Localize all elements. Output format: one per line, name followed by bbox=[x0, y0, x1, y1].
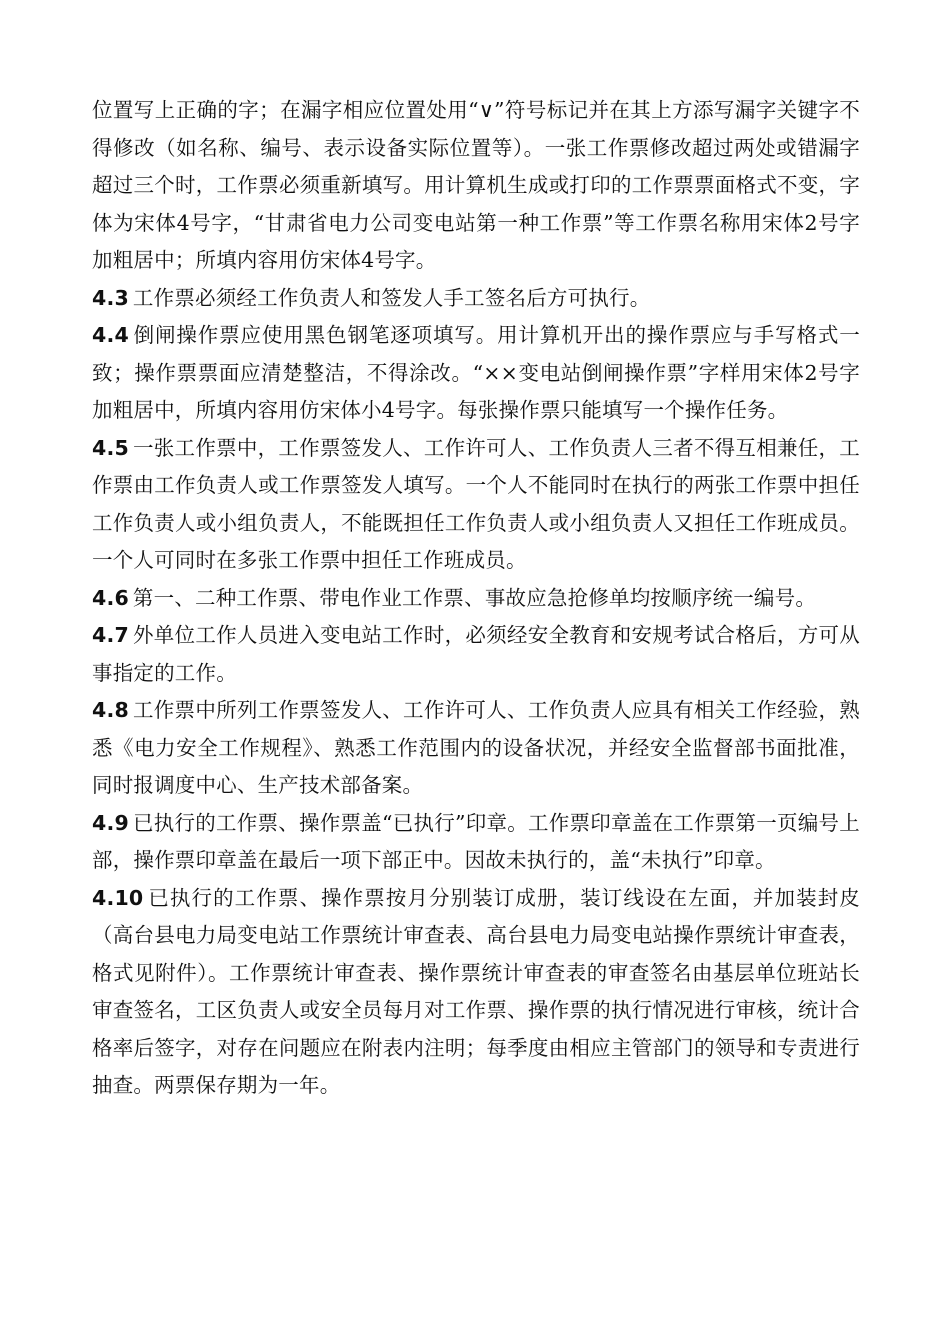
paragraph-text: 已执行的工作票、操作票盖“已执行”印章。工作票印章盖在工作票第一页编号上部，操作票印章盖在最后一项下部正中。因故未执行的，盖“未执行”印章。 bbox=[92, 810, 860, 872]
paragraph-text: 已执行的工作票、操作票按月分别装订成册，装订线设在左面，并加装封皮（高台县电力局变电站工作票统计审查表、高台县电力局变电站操作票统计审查表，格式见附件）。工作票统计审查表、操作票统计审查表的审查签名由基层单位班站长审查签名，工区负责人或安全员每月对工作票、操作票的执行情况进行审核，统计合格率后签字，对存在问题应在附表内注明；每季度由相应主管部门的领导和专责进行抽查。两票保存期为一年。 bbox=[92, 885, 860, 1097]
paragraph-4-10 bbox=[92, 880, 860, 1105]
paragraph-4-8 bbox=[92, 692, 860, 805]
paragraph-text: 工作票中所列工作票签发人、工作许可人、工作负责人应具有相关工作经验，熟悉《电力安全工作规程》、熟悉工作范围内的设备状况，并经安全监督部书面批准，同时报调度中心、生产技术部备案。 bbox=[92, 698, 860, 797]
paragraph-text: 外单位工作人员进入变电站工作时，必须经安全教育和安规考试合格后，方可从事指定的工作。 bbox=[92, 623, 860, 685]
paragraph-continuation bbox=[92, 92, 860, 280]
paragraph-4-6 bbox=[92, 580, 860, 618]
paragraph-4-9 bbox=[92, 805, 860, 880]
paragraph-4-7 bbox=[92, 617, 860, 692]
section-number: 4.5 bbox=[92, 435, 129, 460]
paragraph-4-3 bbox=[92, 280, 860, 318]
paragraph-text: 第一、二种工作票、带电作业工作票、事故应急抢修单均按顺序统一编号。 bbox=[132, 585, 817, 610]
paragraph-text: 位置写上正确的字；在漏字相应位置处用“∨”符号标记并在其上方添写漏字关键字不得修改（如名称、编号、表示设备实际位置等）。一张工作票修改超过两处或错漏字超过三个时，工作票必须重新填写。用计算机生成或打印的工作票票面格式不变，字体为宋体4号字，“甘肃省电力公司变电站第一种工作票”等工作票名称用宋体2号字加粗居中；所填内容用仿宋体4号字。 bbox=[92, 98, 860, 272]
paragraph-4-5 bbox=[92, 430, 860, 580]
section-number: 4.3 bbox=[92, 285, 129, 310]
section-number: 4.10 bbox=[92, 885, 144, 910]
section-number: 4.8 bbox=[92, 698, 129, 722]
section-number: 4.4 bbox=[92, 323, 129, 347]
paragraph-text: 工作票必须经工作负责人和签发人手工签名后方可执行。 bbox=[132, 285, 651, 310]
paragraph-text: 一张工作票中，工作票签发人、工作许可人、工作负责人三者不得互相兼任，工作票由工作负责人或工作票签发人填写。一个人不能同时在执行的两张工作票中担任工作负责人或小组负责人，不能既担任工作负责人或小组负责人又担任工作班成员。一个人可同时在多张工作票中担任工作班成员。 bbox=[92, 435, 860, 572]
section-number: 4.7 bbox=[92, 623, 129, 647]
section-number: 4.6 bbox=[92, 585, 129, 610]
paragraph-4-4 bbox=[92, 317, 860, 430]
document-body bbox=[92, 92, 860, 1105]
section-number: 4.9 bbox=[92, 810, 129, 835]
paragraph-text: 倒闸操作票应使用黑色钢笔逐项填写。用计算机开出的操作票应与手写格式一致；操作票票面应清楚整洁，不得涂改。“××变电站倒闸操作票”字样用宋体2号字加粗居中，所填内容用仿宋体小4号字。每张操作票只能填写一个操作任务。 bbox=[92, 323, 860, 422]
